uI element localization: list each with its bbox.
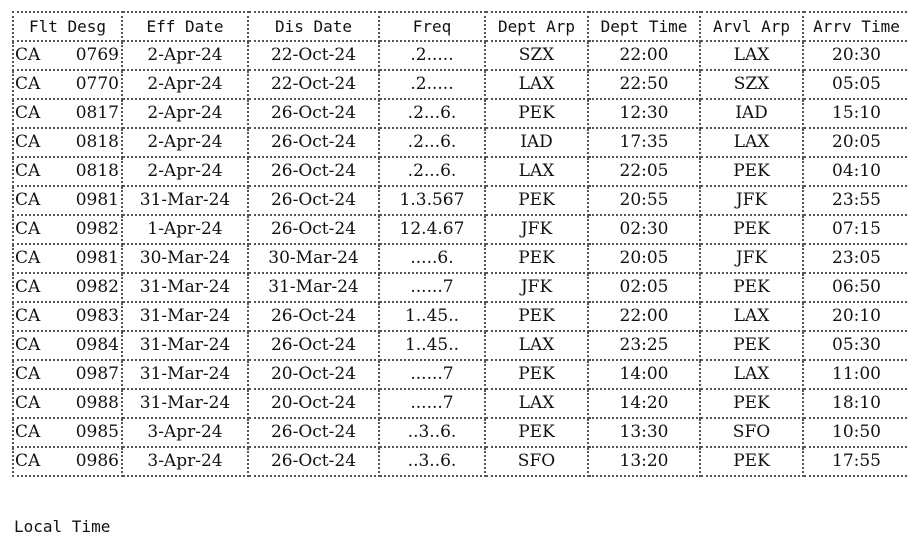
table-row <box>13 389 909 418</box>
departure-time-cell: 14:00 <box>588 360 700 389</box>
discontinue-date-cell: 26-Oct-24 <box>248 186 379 215</box>
airline-code: CA <box>15 335 41 355</box>
table-row <box>13 157 909 186</box>
flight-number: 0817 <box>75 103 119 123</box>
airline-code: CA <box>15 306 41 326</box>
table-row <box>13 70 909 99</box>
arrival-time-cell: 07:15 <box>803 215 909 244</box>
table-row <box>13 302 909 331</box>
discontinue-date-cell: 26-Oct-24 <box>248 128 379 157</box>
departure-time-cell: 20:05 <box>588 244 700 273</box>
flight-number: 0769 <box>75 45 119 65</box>
arrival-airport-cell: LAX <box>700 360 803 389</box>
airline-code: CA <box>15 277 41 297</box>
arrival-airport-cell: PEK <box>700 215 803 244</box>
arrival-time-cell: 15:10 <box>803 99 909 128</box>
discontinue-date-cell: 26-Oct-24 <box>248 447 379 476</box>
arrival-airport-cell: LAX <box>700 41 803 70</box>
table-row <box>13 273 909 302</box>
departure-time-cell: 23:25 <box>588 331 700 360</box>
discontinue-date-cell: 22-Oct-24 <box>248 70 379 99</box>
arrival-time-cell: 23:55 <box>803 186 909 215</box>
departure-airport-cell: LAX <box>485 331 588 360</box>
table-row <box>13 215 909 244</box>
table-row <box>13 418 909 447</box>
flight-designator-cell <box>13 99 122 128</box>
departure-airport-cell: PEK <box>485 186 588 215</box>
frequency-cell: .2...6. <box>379 99 485 128</box>
airline-code: CA <box>15 103 41 123</box>
airline-code: CA <box>15 219 41 239</box>
departure-airport-cell: LAX <box>485 70 588 99</box>
airline-code: CA <box>15 45 41 65</box>
flight-designator-cell <box>13 186 122 215</box>
arrival-airport-cell: PEK <box>700 389 803 418</box>
departure-time-cell: 22:50 <box>588 70 700 99</box>
effective-date-cell: 3-Apr-24 <box>122 418 248 447</box>
effective-date-cell: 31-Mar-24 <box>122 186 248 215</box>
arrival-time-cell: 20:10 <box>803 302 909 331</box>
header-eff-date: Eff Date <box>122 12 248 41</box>
frequency-cell: ..3..6. <box>379 447 485 476</box>
header-arrv-time: Arrv Time <box>803 12 909 41</box>
frequency-cell: ......7 <box>379 273 485 302</box>
airline-code: CA <box>15 248 41 268</box>
header-row <box>13 12 909 41</box>
discontinue-date-cell: 20-Oct-24 <box>248 389 379 418</box>
effective-date-cell: 31-Mar-24 <box>122 273 248 302</box>
departure-airport-cell: JFK <box>485 215 588 244</box>
effective-date-cell: 2-Apr-24 <box>122 157 248 186</box>
flight-number: 0984 <box>75 335 119 355</box>
local-time-note: Local Time <box>14 517 111 536</box>
table-row <box>13 244 909 273</box>
effective-date-cell: 31-Mar-24 <box>122 331 248 360</box>
flight-number: 0981 <box>75 190 119 210</box>
arrival-airport-cell: PEK <box>700 273 803 302</box>
departure-airport-cell: PEK <box>485 244 588 273</box>
table-row <box>13 99 909 128</box>
departure-time-cell: 17:35 <box>588 128 700 157</box>
departure-airport-cell: SFO <box>485 447 588 476</box>
arrival-time-cell: 10:50 <box>803 418 909 447</box>
arrival-time-cell: 04:10 <box>803 157 909 186</box>
arrival-time-cell: 05:30 <box>803 331 909 360</box>
header-flt-desg: Flt Desg <box>13 12 122 41</box>
departure-time-cell: 12:30 <box>588 99 700 128</box>
airline-code: CA <box>15 132 41 152</box>
flight-designator-cell <box>13 70 122 99</box>
departure-time-cell: 13:20 <box>588 447 700 476</box>
departure-time-cell: 22:05 <box>588 157 700 186</box>
flight-designator-cell <box>13 360 122 389</box>
departure-time-cell: 02:30 <box>588 215 700 244</box>
flight-designator-cell <box>13 331 122 360</box>
effective-date-cell: 2-Apr-24 <box>122 41 248 70</box>
flight-schedule-table <box>12 11 909 477</box>
arrival-airport-cell: IAD <box>700 99 803 128</box>
flight-number: 0981 <box>75 248 119 268</box>
discontinue-date-cell: 26-Oct-24 <box>248 331 379 360</box>
header-dept-arp: Dept Arp <box>485 12 588 41</box>
discontinue-date-cell: 26-Oct-24 <box>248 157 379 186</box>
effective-date-cell: 31-Mar-24 <box>122 360 248 389</box>
airline-code: CA <box>15 422 41 442</box>
flight-number: 0818 <box>75 161 119 181</box>
airline-code: CA <box>15 161 41 181</box>
arrival-time-cell: 17:55 <box>803 447 909 476</box>
flight-number: 0985 <box>75 422 119 442</box>
discontinue-date-cell: 22-Oct-24 <box>248 41 379 70</box>
frequency-cell: 12.4.67 <box>379 215 485 244</box>
departure-time-cell: 13:30 <box>588 418 700 447</box>
flight-number: 0983 <box>75 306 119 326</box>
airline-code: CA <box>15 393 41 413</box>
arrival-time-cell: 06:50 <box>803 273 909 302</box>
header-dept-time: Dept Time <box>588 12 700 41</box>
arrival-airport-cell: JFK <box>700 244 803 273</box>
departure-airport-cell: LAX <box>485 157 588 186</box>
frequency-cell: .2..... <box>379 41 485 70</box>
flight-designator-cell <box>13 157 122 186</box>
departure-time-cell: 02:05 <box>588 273 700 302</box>
discontinue-date-cell: 26-Oct-24 <box>248 418 379 447</box>
table-row <box>13 41 909 70</box>
table-row <box>13 331 909 360</box>
flight-designator-cell <box>13 244 122 273</box>
frequency-cell: .2...6. <box>379 157 485 186</box>
airline-code: CA <box>15 74 41 94</box>
effective-date-cell: 31-Mar-24 <box>122 302 248 331</box>
departure-time-cell: 22:00 <box>588 41 700 70</box>
departure-airport-cell: IAD <box>485 128 588 157</box>
discontinue-date-cell: 31-Mar-24 <box>248 273 379 302</box>
arrival-airport-cell: PEK <box>700 157 803 186</box>
airline-code: CA <box>15 190 41 210</box>
arrival-time-cell: 11:00 <box>803 360 909 389</box>
frequency-cell: .....6. <box>379 244 485 273</box>
arrival-airport-cell: PEK <box>700 447 803 476</box>
arrival-time-cell: 23:05 <box>803 244 909 273</box>
arrival-time-cell: 05:05 <box>803 70 909 99</box>
table-row <box>13 186 909 215</box>
arrival-airport-cell: SZX <box>700 70 803 99</box>
arrival-airport-cell: LAX <box>700 128 803 157</box>
table-row <box>13 128 909 157</box>
departure-airport-cell: PEK <box>485 99 588 128</box>
frequency-cell: 1..45.. <box>379 331 485 360</box>
flight-designator-cell <box>13 41 122 70</box>
arrival-time-cell: 20:30 <box>803 41 909 70</box>
flight-number: 0986 <box>75 451 119 471</box>
arrival-time-cell: 20:05 <box>803 128 909 157</box>
flight-number: 0982 <box>75 277 119 297</box>
effective-date-cell: 2-Apr-24 <box>122 70 248 99</box>
flight-schedule-sheet <box>12 11 909 477</box>
table-row <box>13 360 909 389</box>
departure-airport-cell: SZX <box>485 41 588 70</box>
discontinue-date-cell: 26-Oct-24 <box>248 302 379 331</box>
flight-designator-cell <box>13 128 122 157</box>
effective-date-cell: 31-Mar-24 <box>122 389 248 418</box>
discontinue-date-cell: 26-Oct-24 <box>248 215 379 244</box>
table-row <box>13 447 909 476</box>
frequency-cell: ......7 <box>379 360 485 389</box>
effective-date-cell: 30-Mar-24 <box>122 244 248 273</box>
discontinue-date-cell: 20-Oct-24 <box>248 360 379 389</box>
departure-airport-cell: PEK <box>485 302 588 331</box>
arrival-airport-cell: PEK <box>700 331 803 360</box>
flight-designator-cell <box>13 389 122 418</box>
frequency-cell: .2..... <box>379 70 485 99</box>
arrival-time-cell: 18:10 <box>803 389 909 418</box>
departure-time-cell: 14:20 <box>588 389 700 418</box>
header-freq: Freq <box>379 12 485 41</box>
departure-time-cell: 20:55 <box>588 186 700 215</box>
flight-number: 0982 <box>75 219 119 239</box>
discontinue-date-cell: 30-Mar-24 <box>248 244 379 273</box>
frequency-cell: .2...6. <box>379 128 485 157</box>
arrival-airport-cell: SFO <box>700 418 803 447</box>
frequency-cell: ......7 <box>379 389 485 418</box>
header-dis-date: Dis Date <box>248 12 379 41</box>
effective-date-cell: 3-Apr-24 <box>122 447 248 476</box>
frequency-cell: 1.3.567 <box>379 186 485 215</box>
flight-designator-cell <box>13 215 122 244</box>
airline-code: CA <box>15 451 41 471</box>
flight-number: 0987 <box>75 364 119 384</box>
arrival-airport-cell: LAX <box>700 302 803 331</box>
departure-time-cell: 22:00 <box>588 302 700 331</box>
frequency-cell: ..3..6. <box>379 418 485 447</box>
airline-code: CA <box>15 364 41 384</box>
flight-designator-cell <box>13 302 122 331</box>
frequency-cell: 1..45.. <box>379 302 485 331</box>
flight-designator-cell <box>13 447 122 476</box>
flight-designator-cell <box>13 418 122 447</box>
departure-airport-cell: PEK <box>485 360 588 389</box>
header-arvl-arp: Arvl Arp <box>700 12 803 41</box>
effective-date-cell: 1-Apr-24 <box>122 215 248 244</box>
discontinue-date-cell: 26-Oct-24 <box>248 99 379 128</box>
departure-airport-cell: JFK <box>485 273 588 302</box>
departure-airport-cell: PEK <box>485 418 588 447</box>
schedule-body <box>13 41 909 476</box>
arrival-airport-cell: JFK <box>700 186 803 215</box>
flight-designator-cell <box>13 273 122 302</box>
flight-number: 0988 <box>75 393 119 413</box>
flight-number: 0770 <box>75 74 119 94</box>
departure-airport-cell: LAX <box>485 389 588 418</box>
effective-date-cell: 2-Apr-24 <box>122 128 248 157</box>
effective-date-cell: 2-Apr-24 <box>122 99 248 128</box>
flight-number: 0818 <box>75 132 119 152</box>
